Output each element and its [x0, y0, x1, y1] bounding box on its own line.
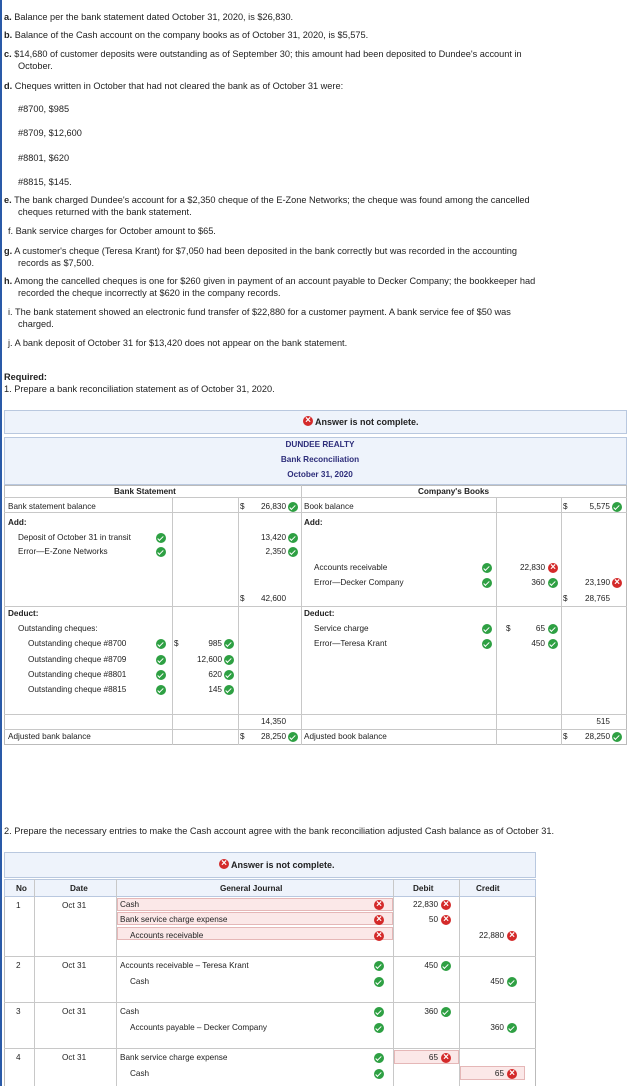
outstanding-cheque-label[interactable]: Outstanding cheque #8801 — [28, 670, 127, 679]
requirement-2: 2. Prepare the necessary entries to make the Cash account agree with the bank reconciliation adjusted Cash balance as of October 31. — [4, 826, 555, 836]
item-label: d. — [4, 81, 13, 91]
account-name[interactable]: Bank service charge expense — [120, 915, 228, 924]
col-journal-header: General Journal — [220, 884, 283, 893]
add-label: Add: — [8, 518, 27, 527]
item-text: Among the cancelled cheques is one for $260 given in payment of an account payable to Decker Company; the bookkeeper had — [14, 276, 536, 286]
correct-icon — [156, 533, 166, 543]
correct-icon — [441, 1007, 451, 1017]
adjusted-book-balance-value: 28,250 — [584, 732, 610, 741]
item-label: b. — [4, 30, 13, 40]
accounts-receivable-value[interactable]: 22,830 — [519, 563, 545, 572]
deduct-label: Deduct: — [8, 609, 39, 618]
correct-icon — [374, 1007, 384, 1017]
krant-error-value[interactable]: 450 — [531, 639, 545, 648]
correct-icon — [548, 624, 558, 634]
outstanding-cheque-label[interactable]: Outstanding cheque #8815 — [28, 685, 127, 694]
correct-icon — [507, 1023, 517, 1033]
correct-icon — [507, 977, 517, 987]
item-text: Cheques written in October that had not cleared the bank as of October 31 were: — [14, 81, 344, 91]
currency-symbol: $ — [174, 639, 179, 648]
correct-icon — [288, 502, 298, 512]
credit-amount[interactable]: 360 — [490, 1023, 504, 1032]
currency-symbol: $ — [240, 502, 245, 511]
correct-icon — [224, 670, 234, 680]
correct-icon — [482, 578, 492, 588]
entry-number: 4 — [16, 1053, 21, 1062]
left-accent-bar — [0, 0, 2, 1086]
required-heading: Required: — [4, 372, 47, 382]
outstanding-cheque-value[interactable]: 12,600 — [196, 655, 222, 664]
answer-status-text: Answer is not complete. — [231, 860, 335, 870]
correct-icon — [288, 547, 298, 557]
debit-amount[interactable]: 22,830 — [412, 900, 438, 909]
correct-icon — [482, 624, 492, 634]
decker-error-value[interactable]: 360 — [531, 578, 545, 587]
book-balance-label: Book balance — [304, 502, 354, 511]
entry-date[interactable]: Oct 31 — [62, 1053, 87, 1062]
item-text-cont: records as $7,500. — [18, 258, 95, 268]
debit-amount[interactable]: 65 — [428, 1053, 438, 1062]
ezone-error-value[interactable]: 2,350 — [265, 547, 286, 556]
statement-title: Bank Reconciliation — [280, 455, 360, 464]
outstanding-cheque-value[interactable]: 620 — [208, 670, 222, 679]
correct-icon — [156, 685, 166, 695]
adjusted-bank-balance-value: 28,250 — [260, 732, 286, 741]
item-label: g. — [4, 246, 13, 256]
account-name[interactable]: Cash — [120, 900, 140, 909]
correct-icon — [482, 563, 492, 573]
answer-status-2 — [219, 859, 335, 870]
account-name[interactable]: Accounts receivable — [130, 931, 204, 940]
deposit-in-transit-label[interactable]: Deposit of October 31 in transit — [18, 533, 131, 542]
cheque-line: #8700, $985 — [18, 104, 70, 114]
entry-number: 1 — [16, 901, 21, 910]
item-label: a. — [4, 12, 12, 22]
outstanding-cheques-label: Outstanding cheques: — [18, 624, 98, 633]
item-text: Bank service charges for October amount to $65. — [15, 226, 216, 236]
item-label: c. — [4, 49, 12, 59]
adjusted-bank-balance-label: Adjusted bank balance — [8, 732, 91, 741]
incorrect-icon — [507, 931, 517, 941]
item-label: h. — [4, 276, 13, 286]
correct-icon — [156, 655, 166, 665]
deduct-label: Deduct: — [304, 609, 335, 618]
correct-icon — [224, 639, 234, 649]
correct-icon — [288, 732, 298, 742]
correct-icon — [156, 670, 166, 680]
correct-icon — [548, 578, 558, 588]
debit-amount[interactable]: 450 — [424, 961, 438, 970]
correct-icon — [482, 639, 492, 649]
incorrect-icon — [374, 915, 384, 925]
account-name[interactable]: Accounts receivable – Teresa Krant — [120, 961, 249, 970]
entry-date[interactable]: Oct 31 — [62, 1007, 87, 1016]
incorrect-icon — [507, 1069, 517, 1079]
correct-icon — [374, 1069, 384, 1079]
item-label: e. — [4, 195, 12, 205]
incorrect-icon — [374, 931, 384, 941]
incorrect-icon — [374, 900, 384, 910]
account-name[interactable]: Cash — [130, 1069, 150, 1078]
account-name[interactable]: Bank service charge expense — [120, 1053, 228, 1062]
outstanding-cheque-label[interactable]: Outstanding cheque #8709 — [28, 655, 127, 664]
book-subtotal: 28,765 — [584, 594, 610, 603]
currency-symbol: $ — [240, 594, 245, 603]
item-text-cont: charged. — [18, 319, 54, 329]
deposit-in-transit-value[interactable]: 13,420 — [260, 533, 286, 542]
company-name: DUNDEE REALTY — [285, 440, 355, 449]
credit-amount[interactable]: 450 — [490, 977, 504, 986]
correct-icon — [612, 502, 622, 512]
cheque-line: #8801, $620 — [18, 153, 70, 163]
incomplete-icon — [303, 416, 313, 426]
incorrect-icon — [548, 563, 558, 573]
item-text: $14,680 of customer deposits were outstanding as of September 30; this amount had been deposited to Dundee's account in — [14, 49, 522, 59]
entry-date[interactable]: Oct 31 — [62, 961, 87, 970]
correct-icon — [156, 639, 166, 649]
correct-icon — [374, 977, 384, 987]
currency-symbol: $ — [506, 624, 511, 633]
decker-error-label[interactable]: Error—Decker Company — [314, 578, 404, 587]
incorrect-icon — [441, 900, 451, 910]
book-add-total: 23,190 — [584, 578, 610, 587]
credit-amount[interactable]: 65 — [494, 1069, 504, 1078]
correct-icon — [374, 1053, 384, 1063]
col-date-header: Date — [70, 884, 88, 893]
add-label: Add: — [304, 518, 323, 527]
company-books-header: Company's Books — [418, 487, 490, 496]
book-deduct-total: 515 — [596, 717, 610, 726]
journal-line[interactable] — [117, 898, 393, 911]
credit-amount[interactable]: 22,880 — [478, 931, 504, 940]
correct-icon — [612, 732, 622, 742]
bank-subtotal: 42,600 — [260, 594, 286, 603]
item-text: The bank charged Dundee's account for a $2,350 cheque of the E-Zone Networks; the cheque was found among the cancelled — [14, 195, 530, 205]
ezone-error-label[interactable]: Error—E-Zone Networks — [18, 547, 108, 556]
correct-icon — [374, 961, 384, 971]
statement-date: October 31, 2020 — [287, 470, 353, 479]
cheque-line: #8709, $12,600 — [18, 128, 82, 138]
incorrect-icon — [441, 1053, 451, 1063]
incorrect-icon — [441, 915, 451, 925]
book-balance-value[interactable]: 5,575 — [589, 502, 610, 511]
currency-symbol: $ — [240, 732, 245, 741]
item-text: Balance per the bank statement dated October 31, 2020, is $26,830. — [14, 12, 294, 22]
item-text-cont: cheques returned with the bank statement. — [18, 207, 192, 217]
adjusted-book-balance-label: Adjusted book balance — [304, 732, 387, 741]
correct-icon — [224, 685, 234, 695]
correct-icon — [374, 1023, 384, 1033]
correct-icon — [548, 639, 558, 649]
currency-symbol: $ — [563, 594, 568, 603]
outstanding-cheque-label[interactable]: Outstanding cheque #8700 — [28, 639, 127, 648]
bank-balance-value[interactable]: 26,830 — [260, 502, 286, 511]
currency-symbol: $ — [563, 732, 568, 741]
item-text-cont: October. — [18, 61, 53, 71]
service-charge-label[interactable]: Service charge — [314, 624, 369, 633]
requirement-1: 1. Prepare a bank reconciliation statement as of October 31, 2020. — [4, 384, 275, 394]
col-no-header: No — [16, 884, 27, 893]
bank-deduct-total: 14,350 — [260, 717, 286, 726]
col-debit-header: Debit — [413, 884, 434, 893]
col-credit-header: Credit — [476, 884, 500, 893]
accounts-receivable-label[interactable]: Accounts receivable — [314, 563, 388, 572]
incorrect-icon — [612, 578, 622, 588]
correct-icon — [441, 961, 451, 971]
item-text: A customer's cheque (Teresa Krant) for $7,050 had been deposited in the bank correctly but was recorded in the accounting — [14, 246, 517, 256]
cheque-line: #8815, $145. — [18, 177, 72, 187]
item-label: i. — [8, 307, 13, 317]
entry-date[interactable]: Oct 31 — [62, 901, 87, 910]
bank-statement-header: Bank Statement — [114, 487, 176, 496]
item-label: f. — [8, 226, 14, 236]
krant-error-label[interactable]: Error—Teresa Krant — [314, 639, 387, 648]
account-name[interactable]: Accounts payable – Decker Company — [130, 1023, 267, 1032]
correct-icon — [224, 655, 234, 665]
debit-amount[interactable]: 50 — [428, 915, 438, 924]
correct-icon — [156, 547, 166, 557]
outstanding-cheque-value[interactable]: 145 — [208, 685, 222, 694]
account-name[interactable]: Cash — [130, 977, 150, 986]
entry-number: 2 — [16, 961, 21, 970]
outstanding-cheque-value[interactable]: 985 — [208, 639, 222, 648]
item-text: The bank statement showed an electronic fund transfer of $22,880 for a customer payment. A bank service fee of $50 was — [14, 307, 511, 317]
currency-symbol: $ — [563, 502, 568, 511]
correct-icon — [288, 533, 298, 543]
answer-status-text: Answer is not complete. — [315, 417, 419, 427]
service-charge-value[interactable]: 65 — [535, 624, 545, 633]
bank-balance-label: Bank statement balance — [8, 502, 96, 511]
account-name[interactable]: Cash — [120, 1007, 140, 1016]
item-text: A bank deposit of October 31 for $13,420 does not appear on the bank statement. — [14, 338, 348, 348]
debit-amount[interactable]: 360 — [424, 1007, 438, 1016]
entry-number: 3 — [16, 1007, 21, 1016]
incomplete-icon — [219, 859, 229, 869]
item-text: Balance of the Cash account on the company books as of October 31, 2020, is $5,575. — [14, 30, 369, 40]
item-label: j. — [8, 338, 13, 348]
item-text-cont: recorded the cheque incorrectly at $620 in the company records. — [18, 288, 281, 298]
answer-status-1 — [303, 416, 419, 427]
